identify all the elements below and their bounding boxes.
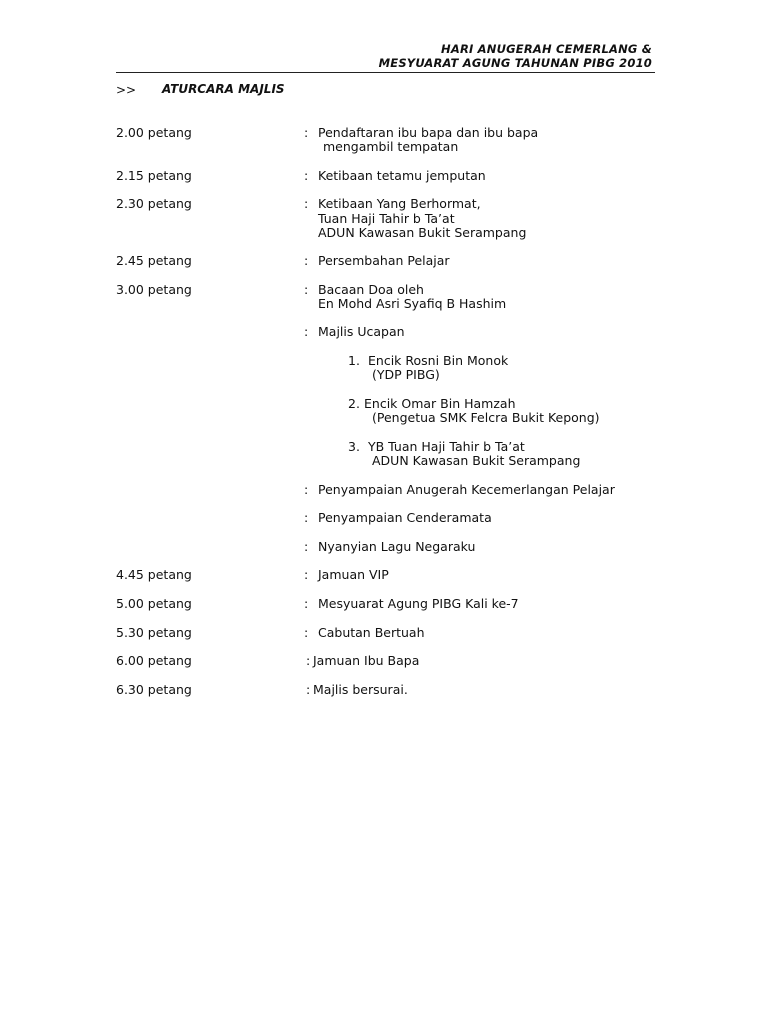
schedule-desc: Persembahan Pelajar (318, 253, 450, 268)
schedule-time: 2.45 petang (116, 253, 192, 268)
schedule-desc: Mesyuarat Agung PIBG Kali ke-7 (318, 596, 519, 611)
header-title-line-2: MESYUARAT AGUNG TAHUNAN PIBG 2010 (378, 56, 652, 70)
schedule-colon: : (304, 510, 309, 525)
speech-name: Encik Rosni Bin Monok (368, 353, 509, 368)
schedule-desc: Ketibaan Yang Berhormat, (318, 196, 481, 211)
section-marker: >> (116, 83, 137, 97)
speech-number: 2. (348, 396, 360, 411)
schedule-colon: : (304, 168, 309, 183)
speech-number: 1. (348, 353, 360, 368)
schedule-time: 2.15 petang (116, 168, 192, 183)
schedule-colon: : (306, 653, 311, 668)
schedule-time: 6.00 petang (116, 653, 192, 668)
schedule-desc: Jamuan VIP (318, 567, 389, 582)
schedule-colon: : (304, 567, 309, 582)
schedule-desc: Cabutan Bertuah (318, 625, 425, 640)
schedule-desc: Bacaan Doa oleh (318, 282, 424, 297)
schedule-colon: : (304, 125, 309, 140)
schedule-colon: : (304, 253, 309, 268)
schedule-desc: Penyampaian Anugerah Kecemerlangan Pelajar (318, 482, 615, 497)
schedule-desc: Pendaftaran ibu bapa dan ibu bapa (318, 125, 539, 140)
speech-role: (YDP PIBG) (372, 367, 440, 382)
speech-number: 3. (348, 439, 360, 454)
schedule-desc-line-2: Tuan Haji Tahir b Ta’at (318, 211, 455, 226)
schedule-colon: : (304, 596, 309, 611)
speech-name: YB Tuan Haji Tahir b Ta’at (368, 439, 525, 454)
speech-role: ADUN Kawasan Bukit Serampang (372, 453, 581, 468)
schedule-time: 5.00 petang (116, 596, 192, 611)
schedule-colon: : (304, 196, 309, 211)
schedule-desc: Jamuan Ibu Bapa (313, 653, 420, 668)
schedule-desc: Ketibaan tetamu jemputan (318, 168, 486, 183)
schedule-desc: Majlis Ucapan (318, 324, 405, 339)
schedule-desc-line-2: mengambil tempatan (323, 139, 459, 154)
schedule-desc: Penyampaian Cenderamata (318, 510, 492, 525)
schedule-time: 2.00 petang (116, 125, 192, 140)
schedule-colon: : (304, 625, 309, 640)
schedule-desc-line-2: En Mohd Asri Syafiq B Hashim (318, 296, 507, 311)
schedule-time: 2.30 petang (116, 196, 192, 211)
schedule-colon: : (304, 324, 309, 339)
schedule-colon: : (304, 282, 309, 297)
section-title: ATURCARA MAJLIS (162, 82, 285, 96)
schedule-time: 4.45 petang (116, 567, 192, 582)
header-title-line-1: HARI ANUGERAH CEMERLANG & (441, 42, 652, 56)
schedule-time: 3.00 petang (116, 282, 192, 297)
schedule-time: 6.30 petang (116, 682, 192, 697)
schedule-desc: Nyanyian Lagu Negaraku (318, 539, 476, 554)
schedule-colon: : (304, 482, 309, 497)
speech-name: Encik Omar Bin Hamzah (364, 396, 516, 411)
schedule-desc: Majlis bersurai. (313, 682, 408, 697)
schedule-desc-line-3: ADUN Kawasan Bukit Serampang (318, 225, 527, 240)
header-divider (116, 72, 655, 73)
schedule-colon: : (306, 682, 311, 697)
schedule-time: 5.30 petang (116, 625, 192, 640)
schedule-colon: : (304, 539, 309, 554)
speech-role: (Pengetua SMK Felcra Bukit Kepong) (372, 410, 600, 425)
